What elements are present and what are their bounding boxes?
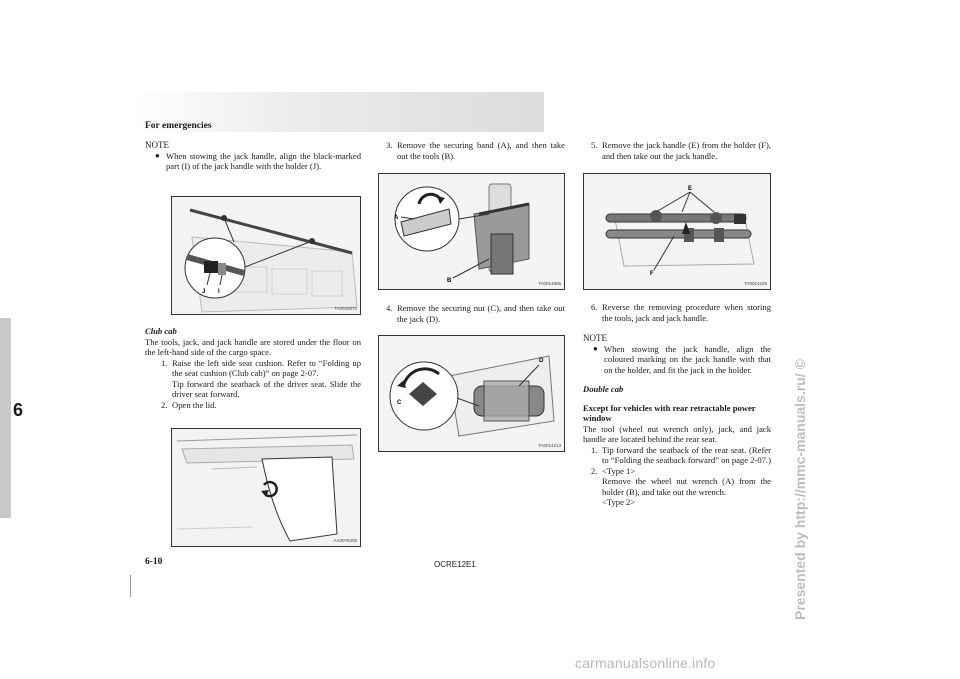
footer-site[interactable]: carmanualsonline.info: [575, 655, 716, 671]
double-cab-step-2-type2: <Type 2>: [602, 497, 636, 507]
note-label: NOTE: [145, 140, 169, 150]
step-6: 6. Reverse the removing procedure when storing the tools, jack and jack handle.: [591, 302, 771, 323]
section-title: For emergencies: [145, 121, 212, 131]
double-cab-step-2: 2. <Type 1>: [591, 465, 636, 476]
step-2: 2. Open the lid.: [161, 399, 217, 410]
label-b: B: [447, 278, 452, 284]
jack-handle-illustration: [172, 197, 361, 315]
note-text: When stowing the jack handle, align the black-marked part (I) of the jack handle with the holder (J).: [166, 150, 361, 171]
figure-code: TA0014226: [744, 281, 767, 286]
step-5: 5. Remove the jack handle (E) from the holder (F), and then take out the jack handle.: [591, 140, 771, 161]
club-cab-section: [145, 326, 361, 410]
chapter-number: 6: [13, 400, 24, 420]
label-c: C: [397, 400, 402, 406]
subheading: Except for vehicles with rear retractable power window: [583, 402, 756, 423]
watermark: [792, 80, 818, 620]
figure-code: TA0014806: [538, 281, 561, 286]
bullet-icon: ●: [155, 150, 160, 160]
figure-code: TA0014213: [538, 443, 561, 448]
cargo-lid-illustration: [172, 429, 361, 547]
club-cab-intro: The tools, jack, and jack handle are stored under the floor on the left-hand side of the cargo space.: [145, 336, 361, 357]
document-code: OCRE12E1: [434, 560, 476, 569]
label-d: D: [539, 358, 544, 364]
bullet-icon: ●: [593, 343, 598, 353]
note-bullet: [145, 151, 361, 172]
column-3-text: [583, 302, 771, 508]
note-label: NOTE: [583, 333, 607, 343]
label-i: I: [218, 289, 220, 295]
double-cab-intro: The tool (wheel nut wrench only), jack, and jack handle are located behind the rear seat.: [583, 423, 771, 444]
figure-jack-nut: [378, 335, 565, 452]
double-cab-step-2-text: Remove the wheel nut wrench (A) from the holder (B), and take out the wrench.: [602, 476, 771, 497]
watermark-text: Presented by http://mmc-manuals.ru/ ©: [792, 359, 808, 620]
double-cab-step-1: 1. Tip forward the seatback of the rear seat. (Refer to “Folding the seatback forward” on page 2-07.): [591, 444, 771, 465]
note-bullet: [583, 344, 771, 376]
figure-code: AA0076405: [333, 538, 357, 543]
figure-jack-handle: [583, 173, 771, 290]
column-2-step-3: [378, 140, 565, 161]
figure-cargo-lid: [171, 428, 361, 547]
double-cab-heading: Double cab: [583, 384, 624, 394]
jack-nut-illustration: [379, 336, 565, 452]
column-1: [145, 140, 361, 172]
label-a: A: [394, 215, 399, 221]
figure-tools-band: [378, 173, 565, 290]
label-j: J: [202, 289, 206, 295]
page-number: 6-10: [145, 557, 163, 567]
column-3-step-5: [583, 140, 771, 161]
figure-code: TA0020670: [334, 306, 357, 311]
column-2-step-4: [378, 303, 565, 324]
label-e: E: [688, 186, 693, 192]
step-4: 4. Remove the securing nut (C), and then take out the jack (D).: [386, 303, 565, 324]
chapter-tab: [0, 318, 11, 518]
tools-band-illustration: [379, 174, 565, 290]
step-3: 3. Remove the securing band (A), and then take out the tools (B).: [386, 140, 565, 161]
club-cab-heading: Club cab: [145, 326, 177, 336]
note-text: When stowing the jack handle, align the coloured marking on the jack handle with that on the holder, and fit the jack in the holder.: [604, 343, 771, 375]
label-f: F: [650, 271, 654, 277]
step-1: 1. Raise the left side seat cushion. Refer to “Folding up the seat cushion (Club cab)” on page 2-07.: [161, 357, 361, 378]
jack-handle-holder-illustration: [584, 174, 771, 290]
step-1-continued: Tip forward the seatback of the driver seat. Slide the driver seat forward.: [172, 378, 361, 399]
crop-mark: [130, 575, 131, 597]
figure-jack-handle-holder: [171, 196, 361, 315]
